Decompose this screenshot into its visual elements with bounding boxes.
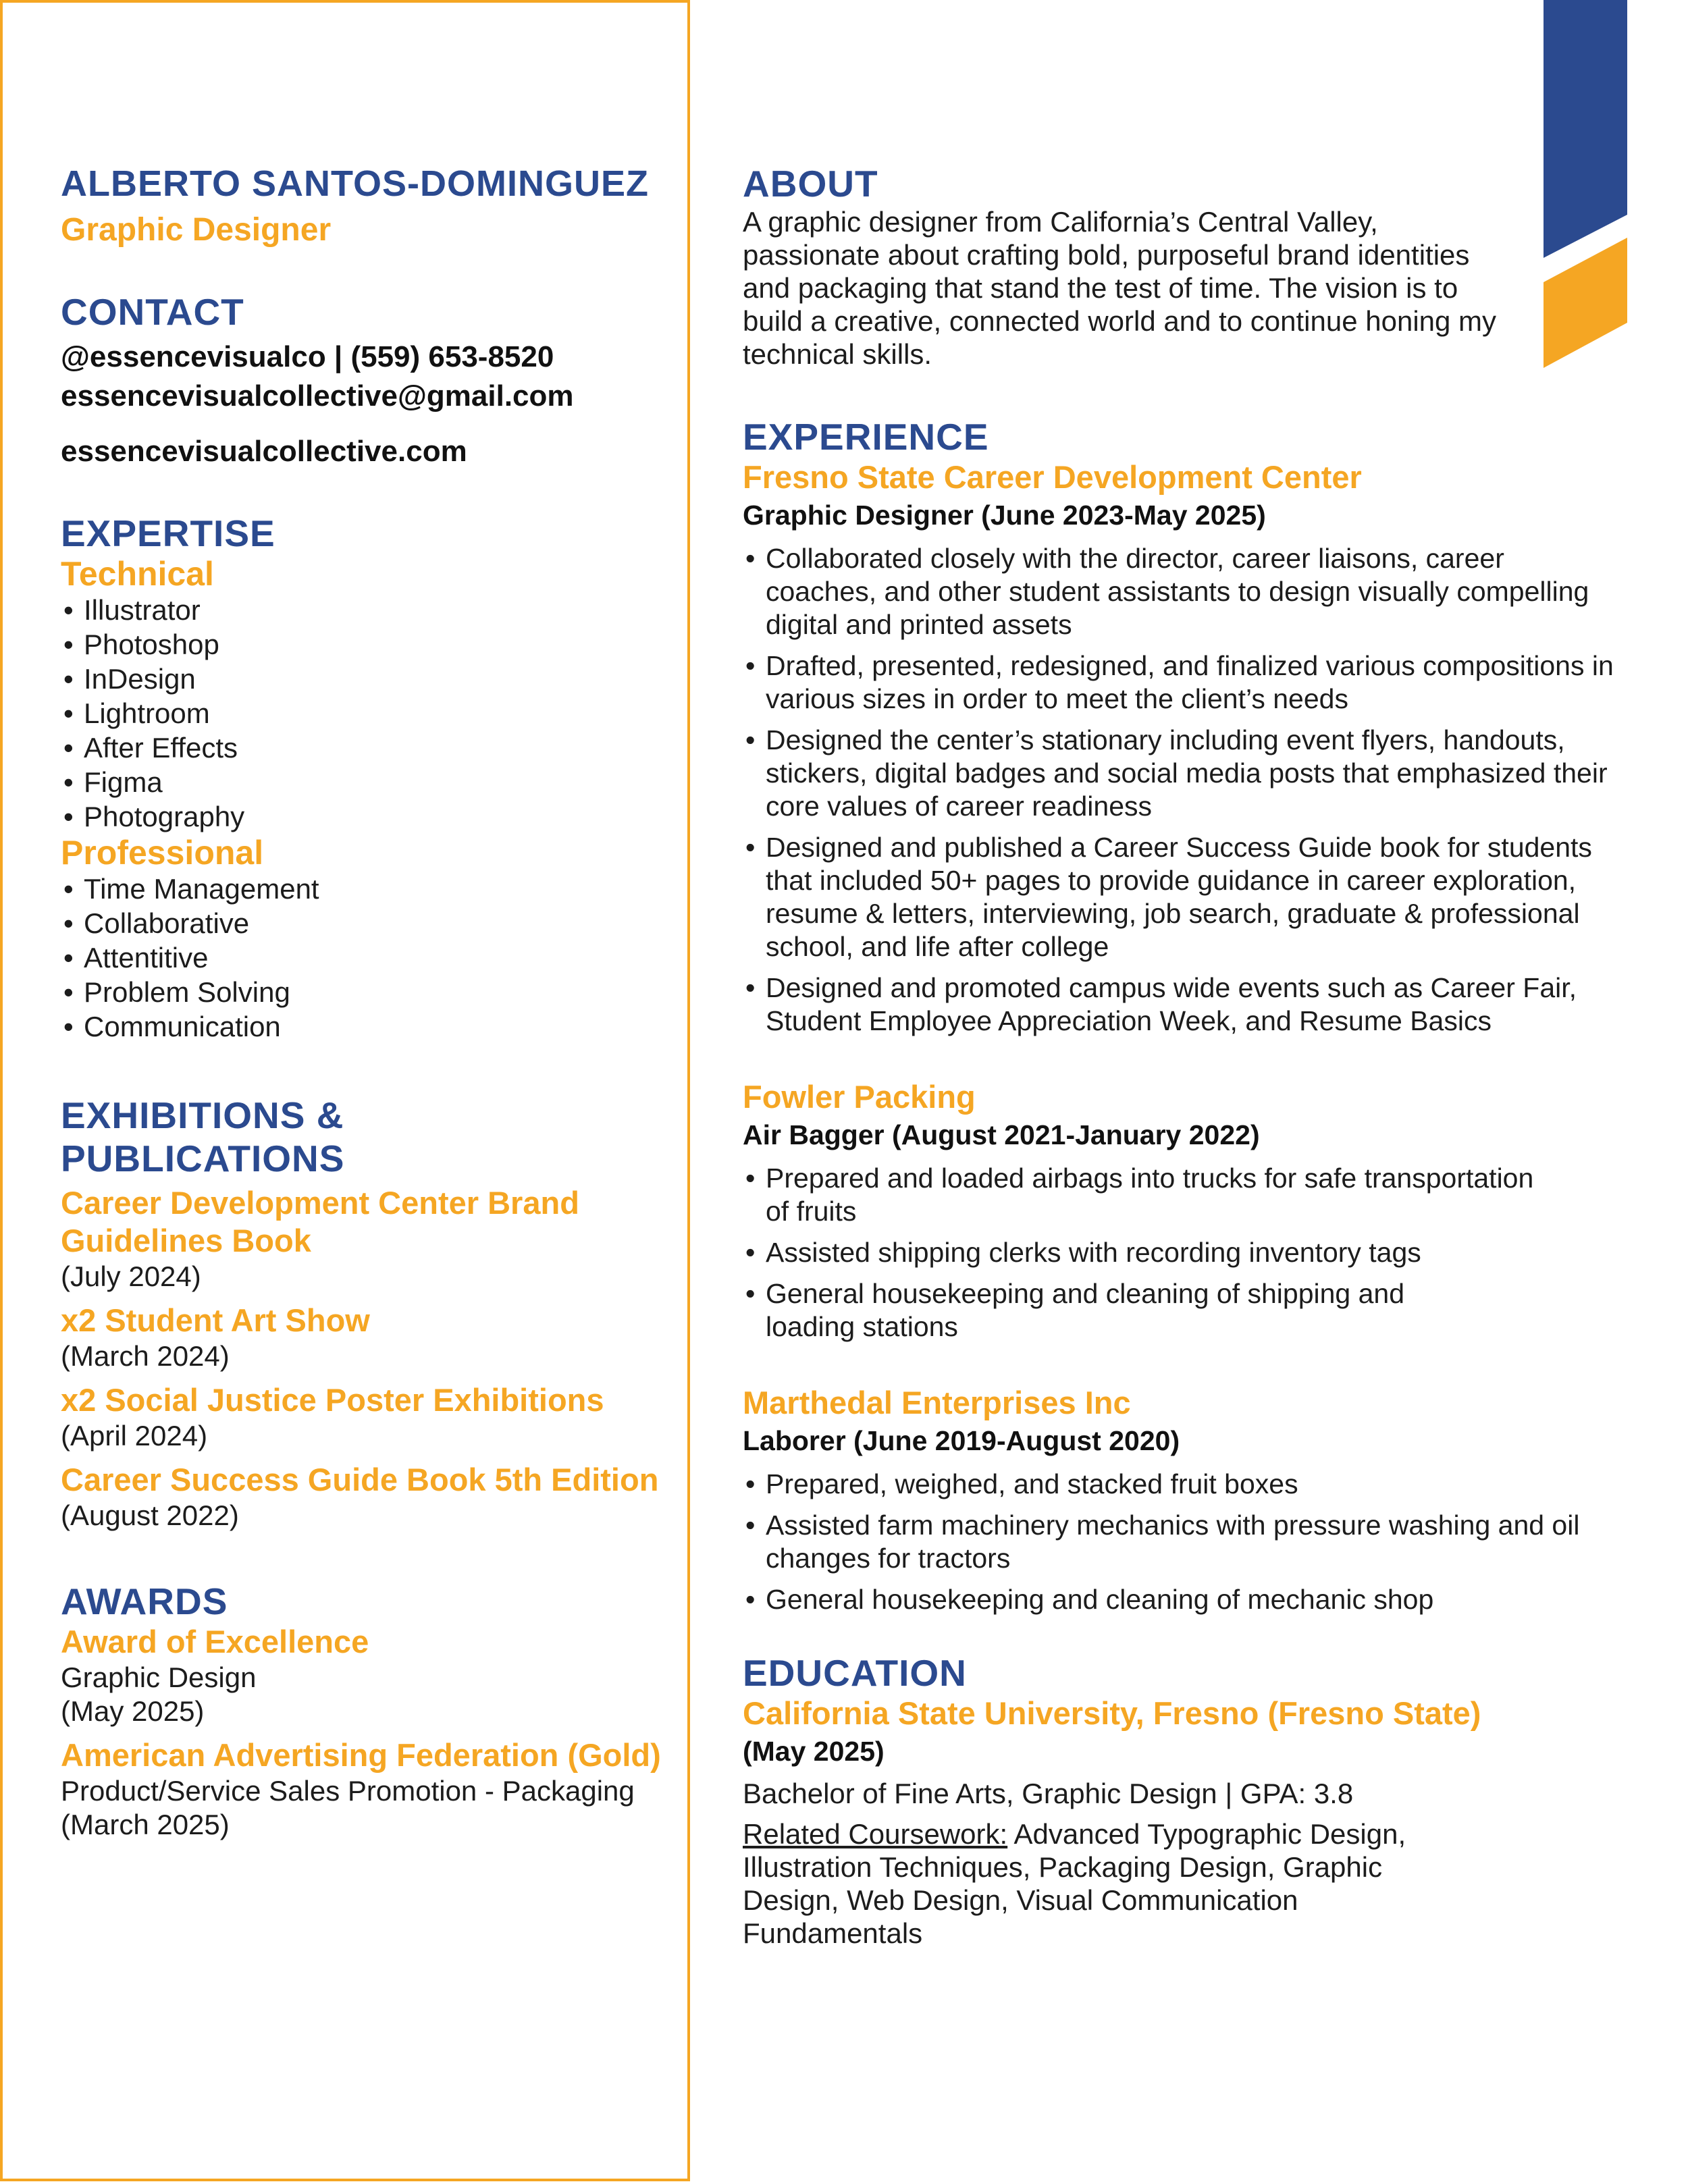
job-bullet: • Designed and promoted campus wide events such as Career Fair, Student Employee Appreciation Week, and Resume Basics: [743, 971, 1614, 1038]
award-date: (March 2025): [61, 1809, 230, 1840]
list-item: • After Effects: [61, 730, 668, 765]
award-detail: Graphic Design: [61, 1661, 257, 1693]
job-bullet: • Drafted, presented, redesigned, and finalized various compositions in various sizes in order to meet the client’s needs: [743, 649, 1614, 716]
coursework-list: Advanced Typographic Design, Illustration Techniques, Packaging Design, Graphic Design, Web Design, Visual Communication Fundamentals: [743, 1818, 1406, 1949]
education-school: California State University, Fresno (Fresno State): [743, 1695, 1481, 1731]
contact-heading: CONTACT: [61, 291, 244, 333]
education-date: (May 2025): [743, 1736, 885, 1767]
job-position: Air Bagger (August 2021-January 2022): [743, 1119, 1260, 1150]
job-organization: Marthedal Enterprises Inc: [743, 1385, 1131, 1420]
job-bullet: • Designed and published a Career Success Guide book for students that included 50+ pages to provide guidance in career exploration, resume & letters, interviewing, job search, graduate & professional school, and life after college: [743, 831, 1614, 963]
job-bullet: • General housekeeping and cleaning of mechanic shop: [743, 1583, 1614, 1616]
job-bullet: • Prepared, weighed, and stacked fruit boxes: [743, 1468, 1614, 1501]
coursework-label: Related Coursework:: [743, 1818, 1008, 1850]
contact-website[interactable]: essencevisualcollective.com: [61, 435, 467, 468]
education-heading: EDUCATION: [743, 1652, 967, 1694]
exhibitions-heading-line1: EXHIBITIONS &: [61, 1094, 344, 1136]
list-item: • Collaborative: [61, 906, 668, 940]
award-item: [61, 1623, 668, 1728]
professional-list: [61, 872, 668, 1044]
exhibition-item: [61, 1302, 668, 1373]
exhibition-date: (April 2024): [61, 1420, 208, 1451]
exhibition-item: [61, 1184, 668, 1294]
education-degree: Bachelor of Fine Arts, Graphic Design | GPA: 3.8: [743, 1778, 1354, 1809]
exhibition-date: (July 2024): [61, 1260, 201, 1292]
list-item: • Illustrator: [61, 593, 668, 627]
job-organization: Fowler Packing: [743, 1079, 976, 1115]
exhibition-title: x2 Social Justice Poster Exhibitions: [61, 1382, 604, 1418]
candidate-role: Graphic Designer: [61, 212, 332, 248]
list-item: • Time Management: [61, 872, 668, 906]
job-entry: [743, 458, 1614, 1038]
job-bullet: • Assisted shipping clerks with recording inventory tags: [743, 1236, 1614, 1269]
exhibition-item: [61, 1461, 668, 1533]
about-heading: ABOUT: [743, 163, 878, 205]
list-item: • Figma: [61, 765, 668, 799]
awards-heading: AWARDS: [61, 1580, 228, 1622]
contact-social-phone: @essencevisualco | (559) 653-8520: [61, 340, 554, 373]
job-bullet: • Designed the center’s stationary including event flyers, handouts, stickers, digital badges and social media posts that emphasized their core values of career readiness: [743, 724, 1614, 823]
job-position: Laborer (June 2019-August 2020): [743, 1425, 1180, 1456]
exhibition-date: (March 2024): [61, 1340, 230, 1372]
list-item: • Lightroom: [61, 696, 668, 730]
contact-email[interactable]: essencevisualcollective@gmail.com: [61, 379, 574, 412]
candidate-name: ALBERTO SANTOS-DOMINGUEZ: [61, 163, 650, 204]
list-item: • Communication: [61, 1009, 668, 1044]
exhibitions-heading: [61, 1094, 668, 1180]
list-item: • Attentitive: [61, 940, 668, 975]
job-entry: [743, 1078, 1614, 1343]
expertise-heading: EXPERTISE: [61, 512, 275, 554]
right-column: [743, 162, 1614, 1950]
job-bullet: • General housekeeping and cleaning of shipping and loading stations: [743, 1277, 1475, 1343]
technical-list: [61, 593, 668, 834]
job-organization: Fresno State Career Development Center: [743, 459, 1362, 495]
list-item: • InDesign: [61, 662, 668, 696]
technical-label: Technical: [61, 555, 214, 593]
list-item: • Photography: [61, 799, 668, 834]
left-column: [61, 162, 668, 1842]
award-detail: Product/Service Sales Promotion - Packaging: [61, 1775, 635, 1807]
job-bullet: • Prepared and loaded airbags into trucks for safe transportation of fruits: [743, 1162, 1562, 1228]
exhibition-title: x2 Student Art Show: [61, 1302, 370, 1338]
experience-heading: EXPERIENCE: [743, 416, 989, 458]
award-title: American Advertising Federation (Gold): [61, 1737, 661, 1773]
exhibition-date: (August 2022): [61, 1499, 239, 1531]
exhibition-title: Career Success Guide Book 5th Edition: [61, 1462, 659, 1497]
job-bullet: • Collaborated closely with the director, career liaisons, career coaches, and other student assistants to design visually compelling digital and printed assets: [743, 542, 1614, 641]
job-bullet: • Assisted farm machinery mechanics with pressure washing and oil changes for tractors: [743, 1509, 1589, 1575]
award-title: Award of Excellence: [61, 1624, 369, 1659]
exhibition-title: Career Development Center Brand Guidelines Book: [61, 1185, 579, 1258]
exhibitions-heading-line2: PUBLICATIONS: [61, 1138, 345, 1179]
exhibition-item: [61, 1381, 668, 1453]
list-item: • Problem Solving: [61, 975, 668, 1009]
award-date: (May 2025): [61, 1695, 205, 1727]
job-entry: [743, 1384, 1614, 1616]
list-item: • Photoshop: [61, 627, 668, 662]
job-position: Graphic Designer (June 2023-May 2025): [743, 500, 1266, 531]
award-item: [61, 1736, 668, 1842]
education-coursework: [743, 1817, 1418, 1950]
about-text: A graphic designer from California’s Central Valley, passionate about crafting bold, purposeful brand identities and packaging that stand the test of time. The vision is to build a creative, connected world and to continue honing my technical skills.: [743, 206, 1497, 370]
professional-label: Professional: [61, 834, 264, 872]
